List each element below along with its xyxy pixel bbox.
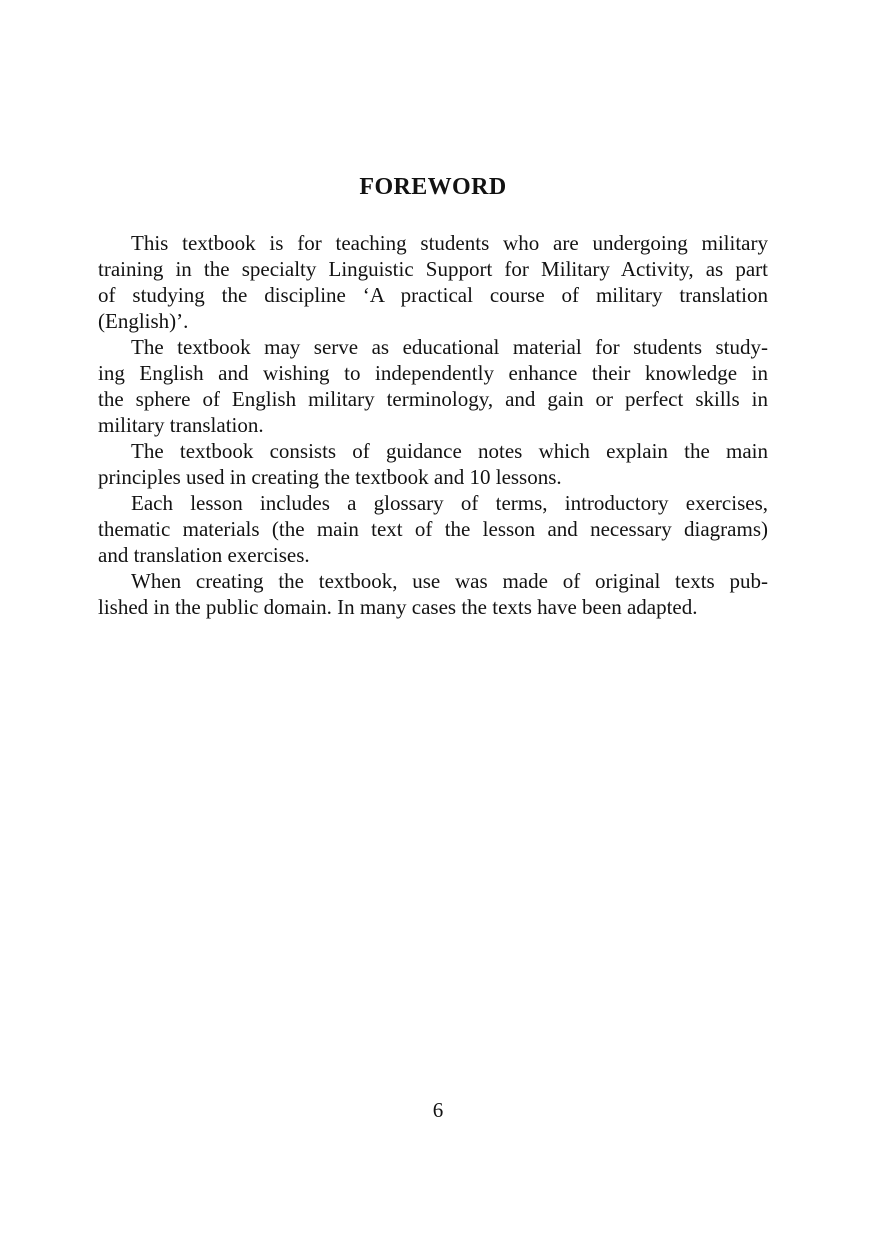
- text-line: This textbook is for teaching students who are undergoing military: [131, 231, 768, 255]
- paragraph: [98, 230, 768, 334]
- text-line: military translation.: [98, 413, 264, 437]
- foreword-heading: FOREWORD: [359, 174, 507, 200]
- text-line: training in the specialty Linguistic Support for Military Activity, as part: [98, 257, 768, 281]
- text-line: lished in the public domain. In many cases the texts have been adapted.: [98, 595, 698, 619]
- paragraph: [98, 568, 768, 620]
- paragraph: [98, 334, 768, 438]
- text-line: Each lesson includes a glossary of terms, introductory exercises,: [131, 491, 768, 515]
- text-line: The textbook may serve as educational material for students study-: [131, 335, 768, 359]
- paragraph: [98, 490, 768, 568]
- text-line: thematic materials (the main text of the lesson and necessary diagrams): [98, 517, 768, 541]
- text-line: ing English and wishing to independently enhance their knowledge in: [98, 361, 768, 385]
- paragraph: [98, 438, 768, 490]
- text-line: When creating the textbook, use was made of original texts pub-: [131, 569, 768, 593]
- text-line: principles used in creating the textbook and 10 lessons.: [98, 465, 562, 489]
- text-line: (English)’.: [98, 309, 189, 333]
- text-block: [98, 174, 768, 620]
- text-line: and translation exercises.: [98, 543, 310, 567]
- text-line: The textbook consists of guidance notes which explain the main: [131, 439, 768, 463]
- page-number: 6: [432, 1098, 444, 1122]
- text-line: the sphere of English military terminology, and gain or perfect skills in: [98, 387, 768, 411]
- text-line: of studying the discipline ‘A practical course of military translation: [98, 283, 768, 307]
